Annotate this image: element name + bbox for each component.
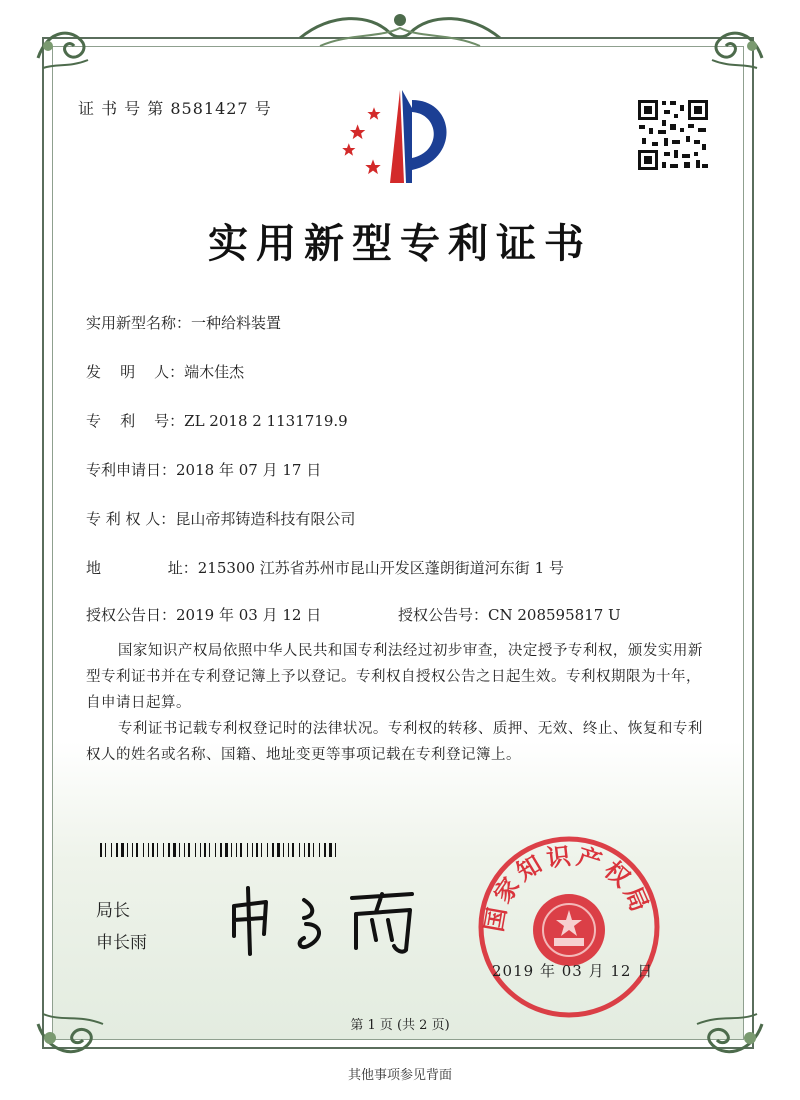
field-label: 实用新型名称： xyxy=(86,314,192,332)
field-label: 地 址： xyxy=(86,559,198,577)
page-number: 第 1 页 (共 2 页) xyxy=(350,1018,450,1033)
footer-note: 其他事项参见背面 xyxy=(347,1068,452,1083)
field-label: 发 明 人： xyxy=(86,363,185,381)
field-value: 一种给料装置 xyxy=(191,314,282,332)
field-label: 授权公告号： xyxy=(398,606,489,624)
field-grant-date xyxy=(86,604,321,625)
qr-code-icon xyxy=(636,98,710,172)
field-value: 2018 年 07 月 17 日 xyxy=(176,461,322,479)
page-title: 实用新型专利证书 xyxy=(208,220,592,267)
field-label: 专 利 权 人： xyxy=(86,510,176,528)
national-emblem-seal-icon xyxy=(474,832,664,1022)
seal-date: 2019 年 03 月 12 日 xyxy=(492,962,654,980)
top-ornament-icon xyxy=(290,8,510,52)
field-value: 215300 江苏省苏州市昆山开发区蓬朗街道河东街 1 号 xyxy=(197,559,564,577)
field-utility-name xyxy=(86,312,281,333)
signatory-title: 局长 xyxy=(96,901,130,921)
field-inventor xyxy=(86,361,244,382)
statement-paragraph-1 xyxy=(86,638,708,716)
field-value: CN 208595817 U xyxy=(488,606,621,624)
field-grant-number xyxy=(398,604,621,625)
svg-text:国家知识产权局: 国家知识产权局 xyxy=(479,841,656,934)
field-address xyxy=(86,557,564,578)
certificate-number: 证 书 号 第 8581427 号 xyxy=(78,99,272,118)
paragraph-text: 专利证书记载专利权登记时的法律状况。专利权的转移、质押、无效、终止、恢复和专利权人的姓名或名称、国籍、地址变更等事项记载在专利登记簿上。 xyxy=(86,721,703,763)
field-label: 授权公告日： xyxy=(86,606,177,624)
signatory-name: 申长雨 xyxy=(96,933,147,953)
field-patent-number xyxy=(86,410,348,431)
field-value: 昆山帝邦铸造科技有限公司 xyxy=(175,510,356,528)
field-value: 2019 年 03 月 12 日 xyxy=(176,606,322,624)
field-filing-date xyxy=(86,459,321,480)
field-value: ZL 2018 2 1131719.9 xyxy=(184,412,348,430)
field-label: 专利申请日： xyxy=(86,461,177,479)
corner-ornament-icon xyxy=(28,18,108,78)
field-value: 端木佳杰 xyxy=(184,363,245,381)
handwritten-signature-icon xyxy=(226,878,446,958)
paragraph-text: 国家知识产权局依照中华人民共和国专利法经过初步审查，决定授予专利权，颁发实用新型专利证书并在专利登记簿上予以登记。专利权自授权公告之日起生效。专利权期限为十年，自申请日起算。 xyxy=(86,643,703,711)
field-label: 专 利 号： xyxy=(86,412,185,430)
barcode-icon xyxy=(100,843,336,857)
corner-ornament-icon xyxy=(692,18,772,78)
field-patentee xyxy=(86,508,355,529)
cnipa-logo-icon xyxy=(338,88,468,198)
statement-paragraph-2 xyxy=(86,716,708,768)
